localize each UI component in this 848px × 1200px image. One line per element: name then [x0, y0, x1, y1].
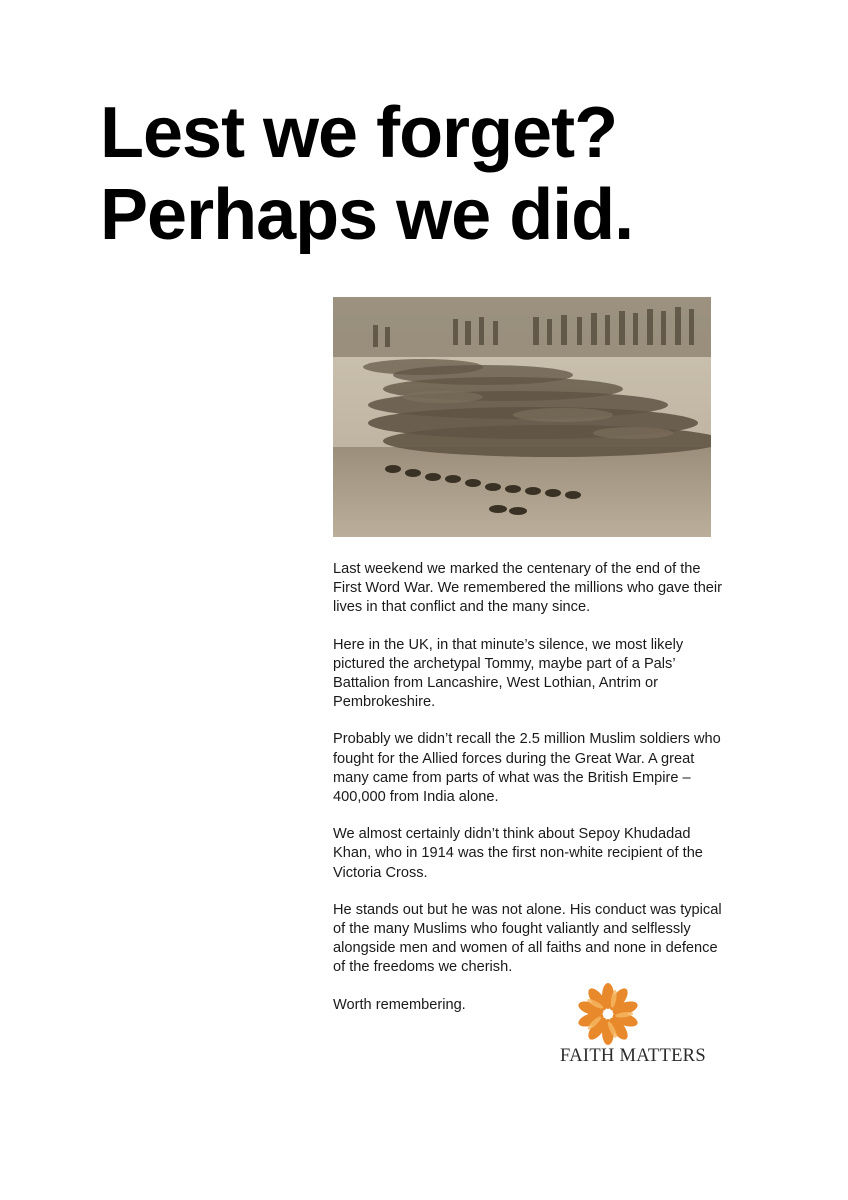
headline-line-1: Lest we forget?: [100, 93, 618, 173]
body-paragraph-2: Here in the UK, in that minute’s silence, we most likely pictured the archetypal Tommy, maybe part of a Pals’ Battalion from Lancashire, West Lothian, Antrim or Pembrokeshire.: [333, 636, 684, 711]
body-paragraph-closing: Worth remembering.: [333, 996, 466, 1013]
body-copy: [333, 560, 723, 1033]
logo-wordmark: FAITH MATTERS: [560, 1046, 706, 1066]
headline: [100, 92, 800, 256]
body-paragraph-1: Last weekend we marked the centenary of the end of the First Word War. We remembered the millions who gave their lives in that conflict and the many since.: [333, 561, 723, 616]
prayer-photo-image: [333, 297, 711, 537]
faith-matters-logo: [560, 982, 720, 1072]
body-paragraph-4: We almost certainly didn’t think about Sepoy Khudadad Khan, who in 1914 was the first non-white recipient of the Victoria Cross.: [333, 826, 703, 881]
headline-line-2: Perhaps we did.: [100, 175, 634, 255]
orange-pinwheel-flower-icon: [576, 982, 640, 1046]
body-paragraph-5: He stands out but he was not alone. His conduct was typical of the many Muslims who fought valiantly and selflessly alongside men and women of all faiths and none in defence of the freedoms we cherish.: [333, 901, 722, 976]
archival-prayer-photo: [333, 297, 711, 537]
body-paragraph-3: Probably we didn’t recall the 2.5 million Muslim soldiers who fought for the Allied forces during the Great War. A great many came from parts of what was the British Empire – 400,000 from India alone.: [333, 731, 721, 806]
